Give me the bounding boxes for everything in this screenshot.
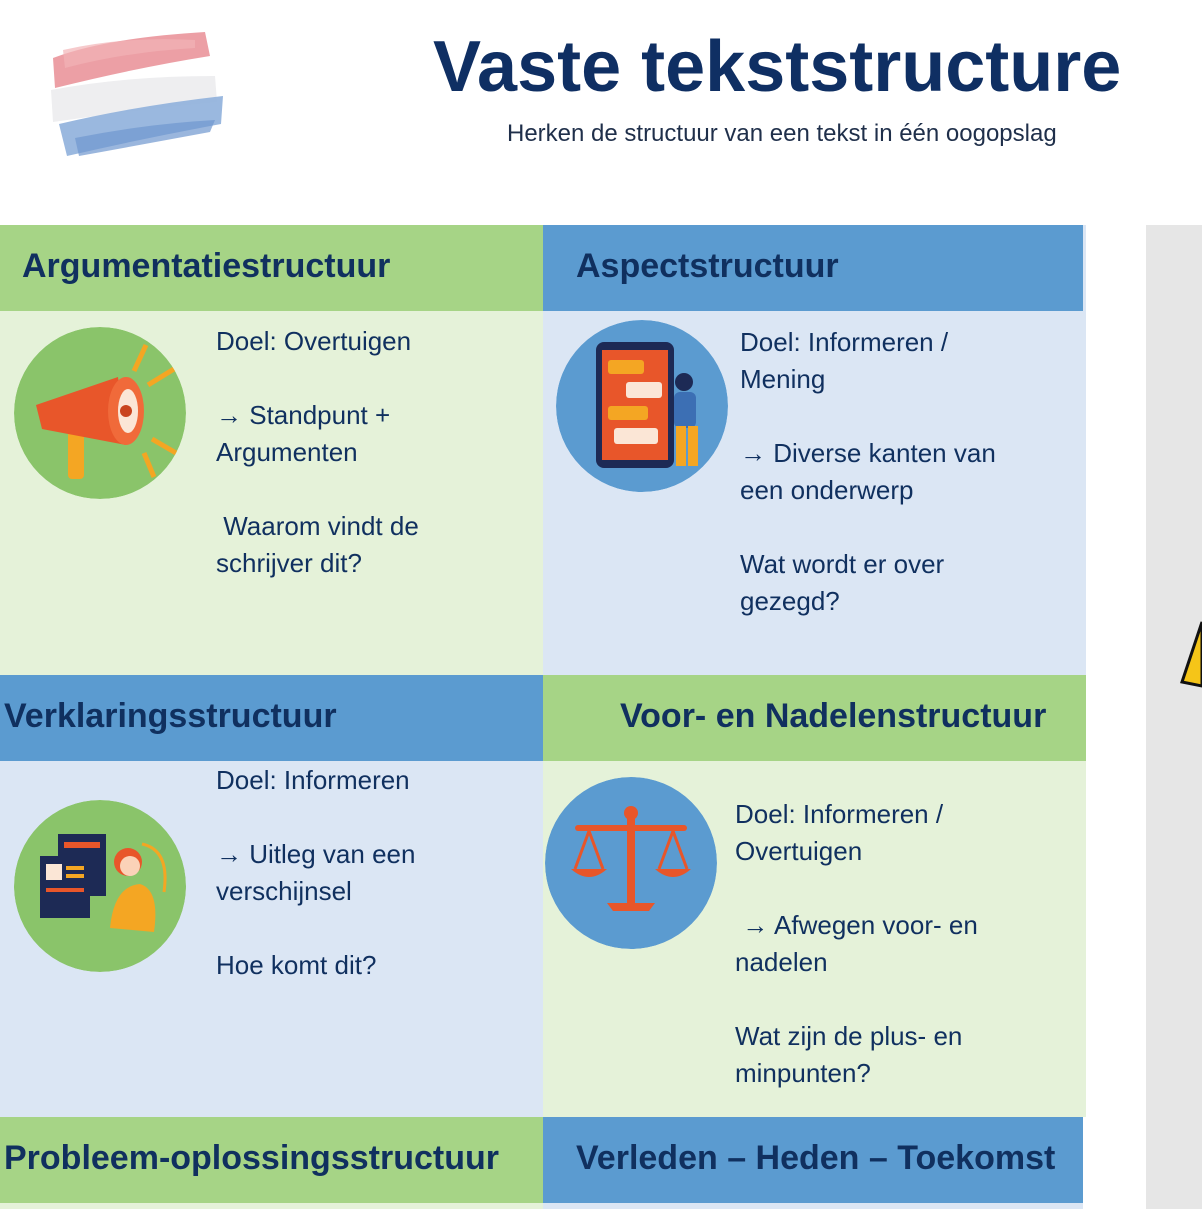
text-line: Waarom vindt de [216,511,419,541]
text-line: verschijnsel [216,876,352,906]
page-subtitle: Herken de structuur van een tekst in één oogopslag [507,120,1057,147]
card-voornadelen-header [543,675,1086,761]
card-aspect-text [740,324,996,620]
text-line: → Afwegen voor- en [735,910,978,940]
card-aspect-header [543,225,1083,311]
card-verklaring-title: Verklaringsstructuur [4,697,337,735]
card-voornadelen-text [735,796,978,1092]
text-line: Argumenten [216,437,358,467]
warning-icon [1180,612,1202,690]
card-voornadelen-title: Voor- en Nadelenstructuur [620,697,1047,735]
documents-person-icon [14,800,186,972]
dutch-flag-brush-icon [45,28,230,163]
card-verklaring-text [216,762,415,984]
text-line: Mening [740,364,826,394]
text-line: Wat wordt er over [740,549,945,579]
text-line: Doel: Informeren / [740,327,949,357]
text-line: een onderwerp [740,475,914,505]
text-line: Doel: Informeren [216,765,410,795]
text-line: → Uitleg van een [216,839,416,869]
card-probleem-header [0,1117,543,1203]
card-probleem-title: Probleem-oplossingsstructuur [4,1139,499,1177]
card-argumentatie-text [216,323,419,582]
text-line: Overtuigen [735,836,863,866]
text-line: minpunten? [735,1058,871,1088]
card-tijd-title: Verleden – Heden – Toekomst [576,1139,1056,1177]
card-argumentatie-header [0,225,543,311]
page-title: Vaste tekststructure [433,27,1122,107]
scales-icon [545,777,717,949]
text-line: Wat zijn de plus- en [735,1021,963,1051]
megaphone-icon [14,327,186,499]
text-line: Doel: Informeren / [735,799,944,829]
card-aspect-title: Aspectstructuur [576,247,839,285]
card-argumentatie-title: Argumentatiestructuur [22,247,391,285]
card-verklaring-header [0,675,543,761]
text-line: → Standpunt + [216,400,391,430]
text-line: gezegd? [740,586,840,616]
text-line: schrijver dit? [216,548,362,578]
card-tijd-header [543,1117,1083,1203]
side-panel [1146,225,1202,1209]
text-line: Hoe komt dit? [216,950,377,980]
phone-chat-icon [556,320,728,492]
text-line: Doel: Overtuigen [216,326,412,356]
text-line: nadelen [735,947,828,977]
text-line: → Diverse kanten van [740,438,996,468]
